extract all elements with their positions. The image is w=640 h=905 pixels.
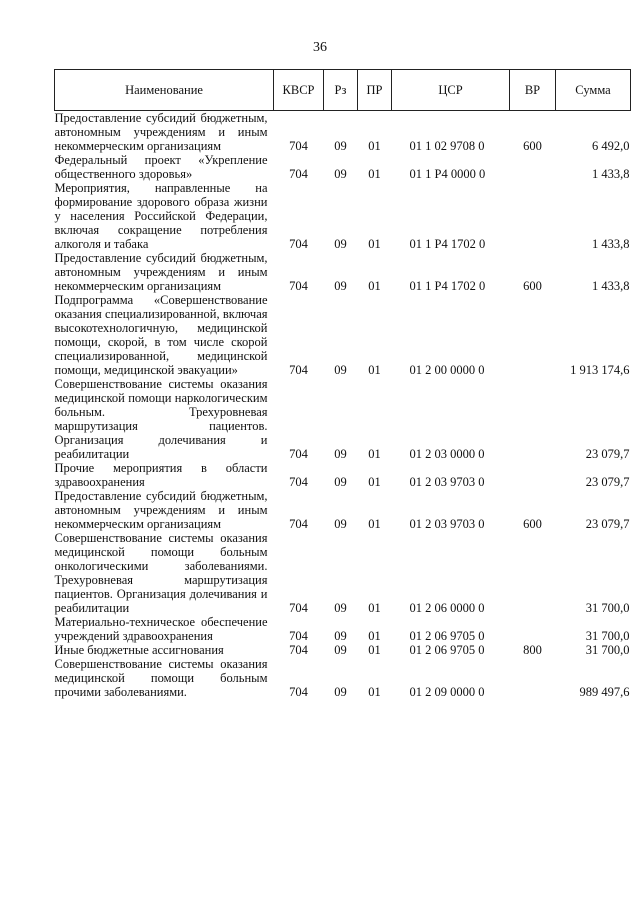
cell-csr: 01 2 03 9703 0: [409, 475, 485, 489]
cell-sum: 1 433,8: [592, 279, 630, 293]
cell-kvsr: 704: [289, 363, 308, 377]
cell-pr: 01: [368, 601, 381, 615]
table-row: [55, 293, 631, 377]
cell-sum: 1 913 174,6: [570, 363, 630, 377]
cell-kvsr: 704: [289, 685, 308, 699]
cell-sum: 23 079,7: [585, 475, 630, 489]
cell-csr: 01 1 P4 1702 0: [409, 237, 486, 251]
cell-pr: 01: [368, 629, 381, 643]
cell-kvsr: 704: [289, 601, 308, 615]
cell-vr: [510, 293, 556, 377]
header-pr: ПР: [358, 70, 392, 111]
cell-name: Совершенствование системы оказания медицинской помощи больным онкологическими заболеваниями. Трехуровневая маршрутизация пациентов. Организация долечивания и реабилитации: [54, 531, 268, 615]
table-row: [55, 643, 631, 657]
cell-rz: 09: [334, 447, 347, 461]
cell-vr: [510, 657, 556, 699]
table-row: [55, 251, 631, 293]
cell-sum: 1 433,8: [592, 237, 630, 251]
cell-name: Предоставление субсидий бюджетным, автономным учреждениям и иным некоммерческим организациям: [54, 111, 268, 153]
table-row: [55, 153, 631, 181]
cell-kvsr: 704: [289, 629, 308, 643]
cell-pr: 01: [368, 139, 381, 153]
cell-vr: [510, 615, 556, 643]
cell-rz: 09: [334, 629, 347, 643]
cell-name: Совершенствование системы оказания медицинской помощи наркологическим больным. Трехуровневая маршрутизация пациентов. Организация долечивания и реабилитации: [54, 377, 268, 461]
cell-pr: 01: [368, 517, 381, 531]
cell-kvsr: 704: [289, 237, 308, 251]
cell-rz: 09: [334, 685, 347, 699]
cell-csr: 01 2 00 0000 0: [409, 363, 485, 377]
header-rz: Рз: [324, 70, 358, 111]
cell-pr: 01: [368, 279, 381, 293]
cell-sum: 23 079,7: [585, 447, 630, 461]
cell-name: Прочие мероприятия в области здравоохранения: [54, 461, 268, 489]
cell-vr: [510, 461, 556, 489]
table-row: [55, 461, 631, 489]
cell-name: Предоставление субсидий бюджетным, автономным учреждениям и иным некоммерческим организациям: [54, 251, 268, 293]
cell-rz: 09: [334, 237, 347, 251]
table-row: [55, 489, 631, 531]
cell-pr: 01: [368, 363, 381, 377]
cell-kvsr: 704: [289, 167, 308, 181]
cell-rz: 09: [334, 601, 347, 615]
cell-sum: 31 700,0: [585, 643, 630, 657]
table-header: [55, 70, 631, 111]
cell-csr: 01 2 03 0000 0: [409, 447, 485, 461]
header-sum: Сумма: [556, 70, 631, 111]
header-name: Наименование: [55, 70, 274, 111]
cell-name: Материально-техническое обеспечение учреждений здравоохранения: [54, 615, 268, 643]
cell-sum: 31 700,0: [585, 629, 630, 643]
table-body: [55, 111, 631, 700]
cell-vr: [510, 377, 556, 461]
cell-csr: 01 2 03 9703 0: [409, 517, 485, 531]
table-row: [55, 111, 631, 154]
cell-kvsr: 704: [289, 517, 308, 531]
cell-csr: 01 1 P4 0000 0: [409, 167, 486, 181]
cell-csr: 01 2 09 0000 0: [409, 685, 485, 699]
table-row: [55, 377, 631, 461]
cell-sum: 31 700,0: [585, 601, 630, 615]
cell-rz: 09: [334, 167, 347, 181]
cell-name: Иные бюджетные ассигнования: [54, 643, 224, 657]
cell-rz: 09: [334, 643, 347, 657]
cell-name: Мероприятия, направленные на формирование здорового образа жизни у населения Российской Федерации, включая сокращение потребления алкоголя и табака: [54, 181, 268, 251]
cell-vr: [510, 153, 556, 181]
cell-rz: 09: [334, 475, 347, 489]
header-kvsr: КВСР: [274, 70, 324, 111]
cell-name: Предоставление субсидий бюджетным, автономным учреждениям и иным некоммерческим организациям: [54, 489, 268, 531]
cell-rz: 09: [334, 279, 347, 293]
page-number: 36: [313, 40, 327, 55]
cell-vr: [510, 531, 556, 615]
cell-kvsr: 704: [289, 139, 308, 153]
cell-rz: 09: [334, 517, 347, 531]
cell-name: Федеральный проект «Укрепление общественного здоровья»: [54, 153, 268, 181]
cell-kvsr: 704: [289, 475, 308, 489]
cell-sum: 6 492,0: [592, 139, 630, 153]
budget-table: [54, 69, 631, 699]
cell-csr: 01 2 06 9705 0: [409, 629, 485, 643]
cell-vr: 600: [523, 279, 542, 293]
cell-csr: 01 1 02 9708 0: [409, 139, 485, 153]
cell-kvsr: 704: [289, 279, 308, 293]
cell-csr: 01 2 06 0000 0: [409, 601, 485, 615]
cell-pr: 01: [368, 475, 381, 489]
cell-rz: 09: [334, 363, 347, 377]
cell-pr: 01: [368, 643, 381, 657]
cell-vr: 600: [523, 517, 542, 531]
table-row: [55, 657, 631, 699]
cell-pr: 01: [368, 685, 381, 699]
cell-vr: [510, 181, 556, 251]
cell-name: Совершенствование системы оказания медицинской помощи больным прочими заболеваниями.: [54, 657, 268, 699]
cell-sum: 23 079,7: [585, 517, 630, 531]
cell-csr: 01 1 P4 1702 0: [409, 279, 486, 293]
cell-rz: 09: [334, 139, 347, 153]
cell-sum: 1 433,8: [592, 167, 630, 181]
cell-pr: 01: [368, 167, 381, 181]
cell-csr: 01 2 06 9705 0: [409, 643, 485, 657]
table-row: [55, 531, 631, 615]
header-csr: ЦСР: [392, 70, 510, 111]
cell-kvsr: 704: [289, 447, 308, 461]
cell-sum: 989 497,6: [579, 685, 630, 699]
table-row: [55, 615, 631, 643]
cell-vr: 600: [523, 139, 542, 153]
header-vr: ВР: [510, 70, 556, 111]
cell-pr: 01: [368, 237, 381, 251]
cell-vr: 800: [523, 643, 542, 657]
cell-pr: 01: [368, 447, 381, 461]
cell-name: Подпрограмма «Совершенствование оказания специализированной, включая высокотехнологичную, медицинской помощи, скорой, в том числе скорой специализированной, медицинской помощи, медицинской эвакуации»: [54, 293, 268, 377]
cell-kvsr: 704: [289, 643, 308, 657]
table-row: [55, 181, 631, 251]
